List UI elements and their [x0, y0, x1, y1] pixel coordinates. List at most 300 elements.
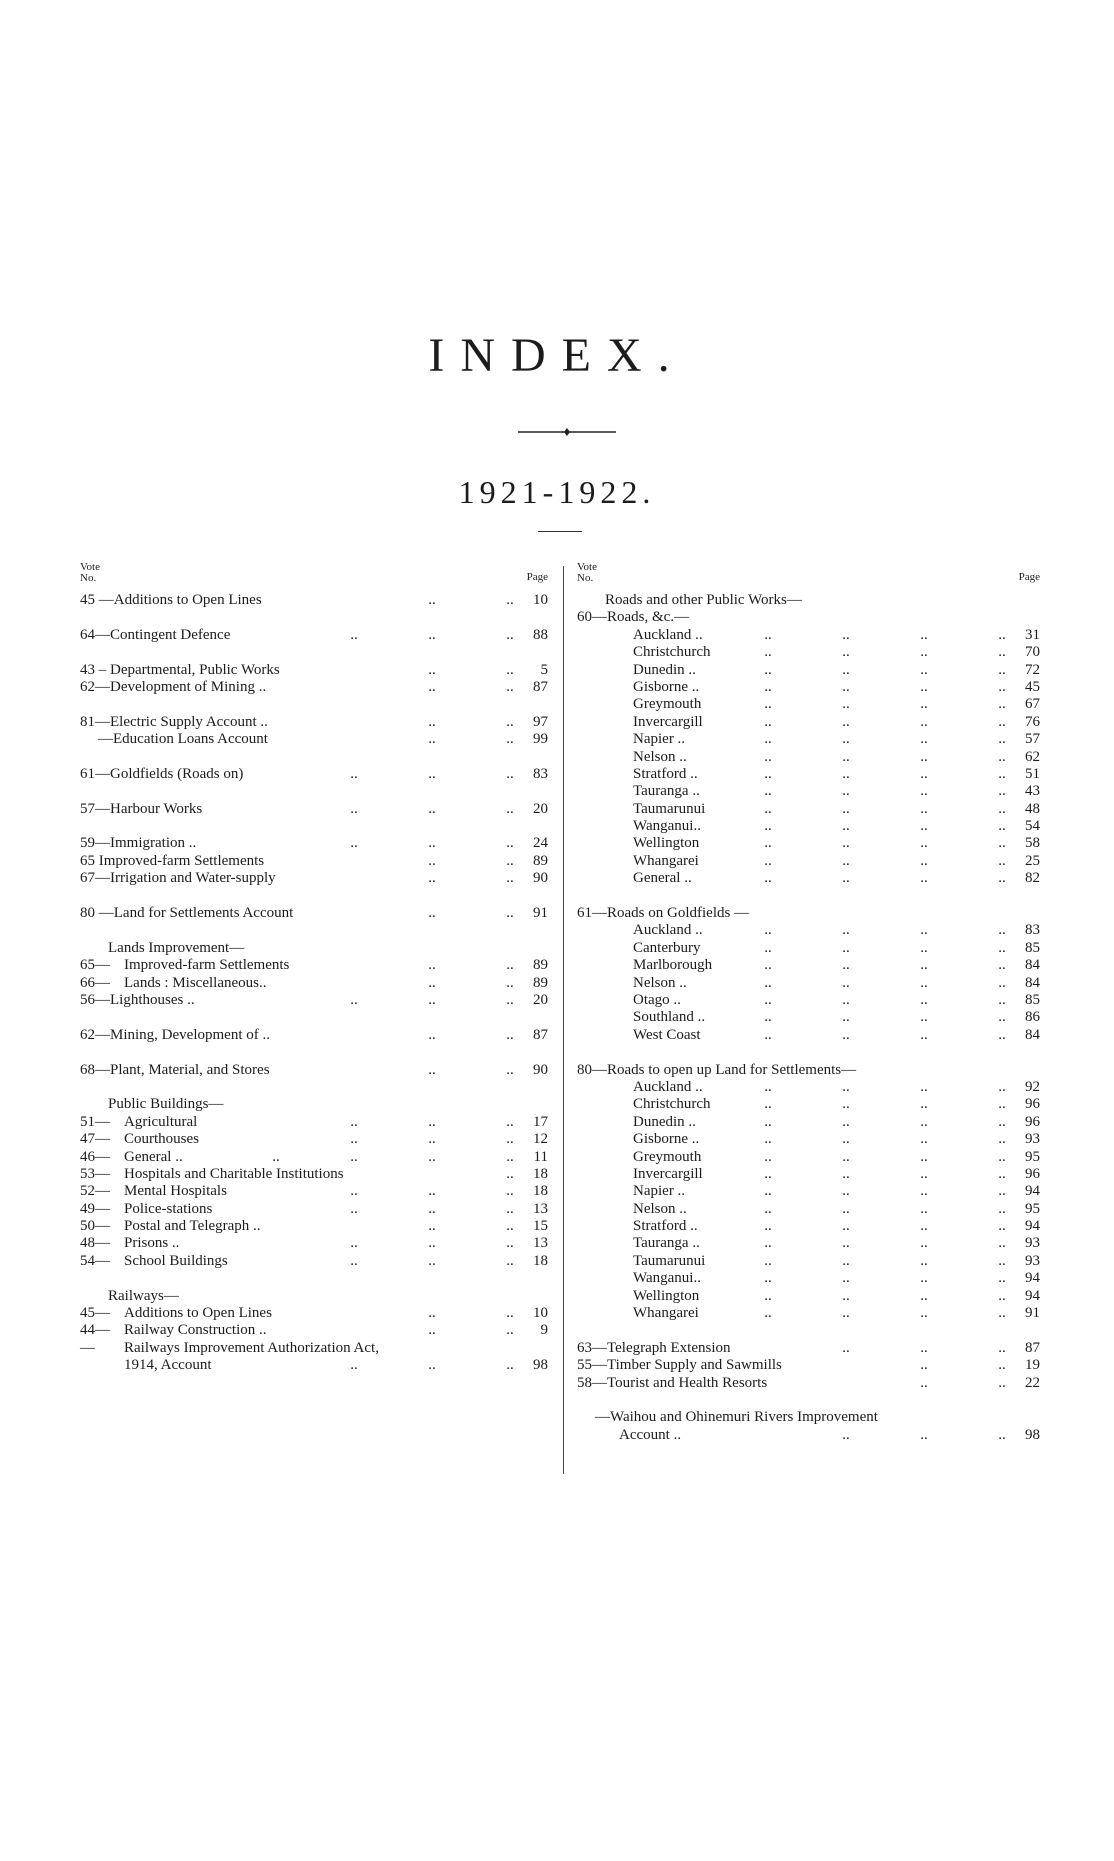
vote-label: Vote	[577, 561, 597, 573]
leader-dots: ..	[842, 696, 850, 713]
leader-dots: ..	[842, 1113, 850, 1130]
leader-dots: ..	[842, 870, 850, 887]
leader-dots: ..	[428, 713, 436, 730]
index-entry	[80, 1166, 548, 1183]
page-number: 67	[1025, 696, 1040, 713]
entry-title: Christchurch	[633, 1096, 711, 1113]
entry-title: Southland ..	[633, 1009, 706, 1026]
entry-title: Napier ..	[633, 1183, 686, 1200]
sub-entry	[577, 1253, 1040, 1270]
vote-number: 52—	[80, 1183, 110, 1200]
page-number: 83	[533, 765, 548, 782]
page-number: 11	[533, 1148, 548, 1165]
entry-title: Canterbury	[633, 939, 701, 956]
leader-dots: ..	[920, 1009, 928, 1026]
entry-title: 80 —Land for Settlements Account	[80, 905, 294, 922]
sub-entry	[577, 940, 1040, 957]
leader-dots: ..	[506, 852, 514, 869]
page-number: 91	[533, 905, 548, 922]
index-entry	[80, 1218, 548, 1235]
spacer	[577, 888, 1040, 905]
leader-dots: ..	[350, 1131, 358, 1148]
leader-dots: ..	[506, 991, 514, 1008]
page-number: 96	[1025, 1165, 1040, 1182]
leader-dots: ..	[998, 1252, 1006, 1269]
page-number: 31	[1025, 626, 1040, 643]
page-number: 20	[533, 800, 548, 817]
leader-dots: ..	[998, 852, 1006, 869]
leader-dots: ..	[842, 1200, 850, 1217]
page-number: 93	[1025, 1235, 1040, 1252]
leader-dots: ..	[920, 731, 928, 748]
leader-dots: ..	[428, 765, 436, 782]
page-number: 94	[1025, 1183, 1040, 1200]
page-number: 25	[1025, 852, 1040, 869]
entry-title: 60—Roads, &c.—	[577, 609, 690, 626]
page-number: 93	[1025, 1252, 1040, 1269]
entry-title	[80, 1183, 227, 1200]
entry-title: 61—Goldfields (Roads on)	[80, 765, 244, 782]
sub-entry	[577, 714, 1040, 731]
leader-dots: ..	[842, 783, 850, 800]
leader-dots: ..	[842, 1165, 850, 1182]
sub-entry	[577, 1288, 1040, 1305]
page-number: 18	[533, 1165, 548, 1182]
index-entry	[577, 905, 1040, 922]
leader-dots: ..	[506, 1026, 514, 1043]
vote-number: 53—	[80, 1165, 110, 1182]
leader-dots: ..	[920, 1113, 928, 1130]
page-number: 97	[533, 713, 548, 730]
ornamental-rule	[518, 422, 616, 442]
page-number: 12	[533, 1131, 548, 1148]
spacer	[80, 609, 548, 626]
leader-dots: ..	[920, 696, 928, 713]
leader-dots: ..	[764, 661, 772, 678]
leader-dots: ..	[764, 713, 772, 730]
leader-dots: ..	[842, 991, 850, 1008]
leader-dots: ..	[350, 1357, 358, 1374]
spacer	[80, 818, 548, 835]
spacer	[80, 1079, 548, 1096]
page-number: 90	[533, 1061, 548, 1078]
leader-dots: ..	[428, 1200, 436, 1217]
leader-dots: ..	[428, 1322, 436, 1339]
sub-entry	[577, 1009, 1040, 1026]
page-number: 90	[533, 870, 548, 887]
sub-entry	[577, 696, 1040, 713]
index-entry	[80, 627, 548, 644]
leader-dots: ..	[428, 800, 436, 817]
entry-title	[80, 1114, 197, 1131]
page-number: 84	[1025, 974, 1040, 991]
leader-dots: ..	[998, 1096, 1006, 1113]
leader-dots: ..	[920, 1096, 928, 1113]
leader-dots: ..	[428, 905, 436, 922]
entry-title: 68—Plant, Material, and Stores	[80, 1061, 270, 1078]
page-number: 89	[533, 957, 548, 974]
leader-dots: ..	[998, 974, 1006, 991]
no-label: No.	[80, 572, 97, 584]
leader-dots: ..	[842, 835, 850, 852]
index-entry	[80, 679, 548, 696]
sub-entry	[577, 662, 1040, 679]
leader-dots: ..	[920, 1218, 928, 1235]
entry-title: Dunedin ..	[633, 661, 696, 678]
sub-entry	[577, 1149, 1040, 1166]
leader-dots: ..	[842, 1287, 850, 1304]
page-number: 94	[1025, 1270, 1040, 1287]
sub-entry	[577, 1114, 1040, 1131]
spacer	[577, 1322, 1040, 1339]
leader-dots: ..	[998, 644, 1006, 661]
leader-dots: ..	[506, 1252, 514, 1269]
leader-dots: ..	[920, 852, 928, 869]
leader-dots: ..	[764, 783, 772, 800]
leader-dots: ..	[842, 800, 850, 817]
sub-entry	[577, 783, 1040, 800]
index-entry	[80, 975, 548, 992]
index-entry	[80, 905, 548, 922]
leader-dots: ..	[998, 678, 1006, 695]
sub-entry	[577, 679, 1040, 696]
page-number: 94	[1025, 1287, 1040, 1304]
leader-dots: ..	[428, 1218, 436, 1235]
leader-dots: ..	[764, 1218, 772, 1235]
leader-dots: ..	[842, 1235, 850, 1252]
index-entry	[80, 1149, 548, 1166]
sub-entry	[577, 922, 1040, 939]
index-entry	[577, 609, 1040, 626]
entry-title: Wellington	[633, 835, 700, 852]
index-entry	[577, 1375, 1040, 1392]
entry-title: Wanganui..	[633, 1270, 701, 1287]
leader-dots: ..	[920, 644, 928, 661]
entry-title: Taumarunui	[633, 800, 706, 817]
leader-dots: ..	[998, 1113, 1006, 1130]
entry-title: Invercargill	[633, 1165, 703, 1182]
entry-text: Railways Improvement Authorization Act,	[124, 1339, 379, 1356]
leader-dots: ..	[764, 644, 772, 661]
leader-dots: ..	[920, 713, 928, 730]
page-header: Page	[526, 571, 548, 583]
leader-dots: ..	[506, 1322, 514, 1339]
entry-text: Mental Hospitals	[124, 1183, 227, 1200]
entry-title: 63—Telegraph Extension	[577, 1339, 731, 1356]
entry-text: Police-stations	[124, 1200, 213, 1217]
leader-dots: ..	[842, 1009, 850, 1026]
leader-dots: ..	[350, 800, 358, 817]
sub-entry	[577, 1218, 1040, 1235]
page-number: 9	[540, 1322, 548, 1339]
leader-dots: ..	[998, 1426, 1006, 1443]
leader-dots: ..	[506, 835, 514, 852]
page-number: 84	[1025, 957, 1040, 974]
leader-dots: ..	[920, 1339, 928, 1356]
leader-dots: ..	[920, 818, 928, 835]
leader-dots: ..	[764, 1026, 772, 1043]
leader-dots: ..	[920, 1426, 928, 1443]
index-entry	[80, 853, 548, 870]
index-entry	[80, 662, 548, 679]
leader-dots: ..	[920, 835, 928, 852]
leader-dots: ..	[842, 818, 850, 835]
index-entry	[80, 1114, 548, 1131]
category-heading	[577, 592, 1040, 609]
column-divider	[563, 566, 564, 1474]
leader-dots: ..	[764, 1183, 772, 1200]
leader-dots: ..	[764, 852, 772, 869]
entry-title: Wellington	[633, 1287, 700, 1304]
leader-dots: ..	[764, 991, 772, 1008]
vote-number: 46—	[80, 1148, 110, 1165]
leader-dots: ..	[998, 713, 1006, 730]
entry-title: Whangarei	[633, 852, 699, 869]
page-number: 15	[533, 1218, 548, 1235]
leader-dots: ..	[764, 957, 772, 974]
leader-dots: ..	[920, 800, 928, 817]
page-number: 48	[1025, 800, 1040, 817]
sub-entry	[577, 870, 1040, 887]
leader-dots: ..	[842, 1078, 850, 1095]
entry-title	[80, 1340, 379, 1357]
vote-number: 65—	[80, 957, 110, 974]
entry-title	[80, 975, 266, 992]
leader-dots: ..	[842, 1426, 850, 1443]
entry-title	[80, 957, 289, 974]
leader-dots: ..	[506, 957, 514, 974]
leader-dots: ..	[350, 1148, 358, 1165]
sub-entry	[577, 1131, 1040, 1148]
leader-dots: ..	[998, 1026, 1006, 1043]
leader-dots: ..	[842, 678, 850, 695]
leader-dots: ..	[506, 870, 514, 887]
leader-dots: ..	[428, 852, 436, 869]
leader-dots: ..	[764, 800, 772, 817]
sub-entry	[577, 1183, 1040, 1200]
entry-title: Stratford ..	[633, 765, 698, 782]
page-number: 13	[533, 1235, 548, 1252]
index-entry	[80, 1340, 548, 1357]
leader-dots: ..	[842, 713, 850, 730]
leader-dots: ..	[998, 1165, 1006, 1182]
column-header	[80, 562, 548, 592]
leader-dots: ..	[764, 1096, 772, 1113]
leader-dots: ..	[842, 1305, 850, 1322]
entry-title: —Education Loans Account	[98, 731, 268, 748]
spacer	[80, 1044, 548, 1061]
leader-dots: ..	[764, 939, 772, 956]
leader-dots: ..	[920, 974, 928, 991]
leader-dots: ..	[506, 1148, 514, 1165]
entry-text: Railway Construction ..	[124, 1322, 267, 1339]
page-number: 98	[1025, 1426, 1040, 1443]
page-number: 84	[1025, 1026, 1040, 1043]
sub-entry	[577, 853, 1040, 870]
page-number: 18	[533, 1183, 548, 1200]
leader-dots: ..	[998, 1235, 1006, 1252]
leader-dots: ..	[998, 800, 1006, 817]
entry-title: 43 – Departmental, Public Works	[80, 661, 280, 678]
spacer	[80, 696, 548, 713]
leader-dots: ..	[998, 870, 1006, 887]
entry-text: Prisons ..	[124, 1235, 180, 1252]
index-entry	[80, 1305, 548, 1322]
entry-title: Tauranga ..	[633, 1235, 700, 1252]
sub-entry	[577, 992, 1040, 1009]
index-entry	[80, 801, 548, 818]
leader-dots: ..	[920, 1148, 928, 1165]
entry-title: 67—Irrigation and Water-supply	[80, 870, 276, 887]
entry-title: Railways—	[108, 1287, 179, 1304]
sub-entry	[577, 1270, 1040, 1287]
page-number: 96	[1025, 1113, 1040, 1130]
leader-dots: ..	[920, 922, 928, 939]
leader-dots: ..	[842, 626, 850, 643]
leader-dots: ..	[998, 1357, 1006, 1374]
leader-dots: ..	[764, 1235, 772, 1252]
leader-dots: ..	[920, 1252, 928, 1269]
page-number: 5	[540, 661, 548, 678]
leader-dots: ..	[920, 1165, 928, 1182]
leader-dots: ..	[428, 1026, 436, 1043]
category-heading	[80, 1288, 548, 1305]
leader-dots: ..	[506, 626, 514, 643]
vote-no-header	[577, 562, 597, 584]
index-entry	[80, 835, 548, 852]
sub-entry	[577, 1079, 1040, 1096]
leader-dots: ..	[998, 748, 1006, 765]
category-heading	[80, 1096, 548, 1113]
leader-dots: ..	[920, 957, 928, 974]
index-entries	[577, 592, 1040, 1444]
index-entry	[80, 1131, 548, 1148]
entry-title: West Coast	[633, 1026, 701, 1043]
category-heading	[80, 940, 548, 957]
leader-dots: ..	[350, 626, 358, 643]
index-right-column	[577, 562, 1040, 1444]
leader-dots: ..	[350, 1252, 358, 1269]
leader-dots: ..	[506, 713, 514, 730]
leader-dots: ..	[842, 1148, 850, 1165]
spacer	[577, 1392, 1040, 1409]
page-number: 98	[533, 1357, 548, 1374]
leader-dots: ..	[764, 1200, 772, 1217]
leader-dots: ..	[842, 974, 850, 991]
leader-dots: ..	[428, 870, 436, 887]
entry-title: Greymouth	[633, 696, 702, 713]
entry-title	[80, 1201, 212, 1218]
page-number: 10	[533, 1305, 548, 1322]
index-entry	[80, 1235, 548, 1252]
leader-dots: ..	[350, 765, 358, 782]
entry-text: Hospitals and Charitable Institutions	[124, 1165, 344, 1182]
spacer	[577, 1044, 1040, 1061]
page-number: 87	[1025, 1339, 1040, 1356]
page-number: 45	[1025, 678, 1040, 695]
leader-dots: ..	[920, 1357, 928, 1374]
sub-entry	[577, 835, 1040, 852]
year-range: 1921-1922.	[458, 474, 656, 510]
entry-text: Lands : Miscellaneous..	[124, 974, 267, 991]
sub-entry	[577, 957, 1040, 974]
index-entries	[80, 592, 548, 1375]
sub-entry	[577, 1027, 1040, 1044]
index-entry	[80, 714, 548, 731]
page-number: 43	[1025, 783, 1040, 800]
leader-dots: ..	[920, 991, 928, 1008]
leader-dots: ..	[428, 592, 436, 608]
index-entry	[80, 766, 548, 783]
leader-dots: ..	[920, 1235, 928, 1252]
index-entry	[577, 1062, 1040, 1079]
leader-dots: ..	[842, 1218, 850, 1235]
entry-text: Postal and Telegraph ..	[124, 1218, 261, 1235]
leader-dots: ..	[764, 731, 772, 748]
entry-title: 65 Improved-farm Settlements	[80, 852, 265, 869]
leader-dots: ..	[920, 748, 928, 765]
index-entry	[80, 1027, 548, 1044]
leader-dots: ..	[920, 678, 928, 695]
leader-dots: ..	[428, 1235, 436, 1252]
index-entry	[80, 992, 548, 1009]
entry-title: Invercargill	[633, 713, 703, 730]
page-title: INDEX.	[428, 329, 686, 382]
page-number: 86	[1025, 1009, 1040, 1026]
leader-dots: ..	[998, 783, 1006, 800]
entry-text: Additions to Open Lines	[124, 1305, 272, 1322]
leader-dots: ..	[428, 626, 436, 643]
vote-no-header	[80, 562, 100, 584]
leader-dots: ..	[998, 1183, 1006, 1200]
entry-title	[80, 1131, 199, 1148]
sub-entry	[577, 975, 1040, 992]
leader-dots: ..	[506, 1235, 514, 1252]
leader-dots: ..	[998, 1305, 1006, 1322]
page-number: 95	[1025, 1148, 1040, 1165]
entry-text: Courthouses	[124, 1131, 199, 1148]
spacer	[80, 783, 548, 800]
leader-dots: ..	[506, 1131, 514, 1148]
page-number: 19	[1025, 1357, 1040, 1374]
entry-text: School Buildings	[124, 1252, 228, 1269]
leader-dots: ..	[428, 835, 436, 852]
index-entry	[80, 1201, 548, 1218]
index-entry	[80, 1322, 548, 1339]
sub-entry	[577, 644, 1040, 661]
page-number: 99	[533, 731, 548, 748]
leader-dots: ..	[428, 1113, 436, 1130]
entry-title: Gisborne ..	[633, 1131, 700, 1148]
entry-title: Nelson ..	[633, 748, 687, 765]
leader-dots: ..	[506, 678, 514, 695]
leader-dots: ..	[842, 1252, 850, 1269]
leader-dots: ..	[920, 1200, 928, 1217]
leader-dots: ..	[764, 696, 772, 713]
entry-title: Lands Improvement—	[108, 939, 245, 956]
leader-dots: ..	[428, 1148, 436, 1165]
entry-title: Taumarunui	[633, 1252, 706, 1269]
leader-dots: ..	[920, 1131, 928, 1148]
page-number: 87	[533, 678, 548, 695]
leader-dots: ..	[506, 800, 514, 817]
spacer	[80, 888, 548, 905]
leader-dots: ..	[428, 1357, 436, 1374]
leader-dots: ..	[920, 1026, 928, 1043]
entry-title: Auckland ..	[633, 1078, 703, 1095]
index-entry	[577, 1340, 1040, 1357]
vote-number: 47—	[80, 1131, 110, 1148]
